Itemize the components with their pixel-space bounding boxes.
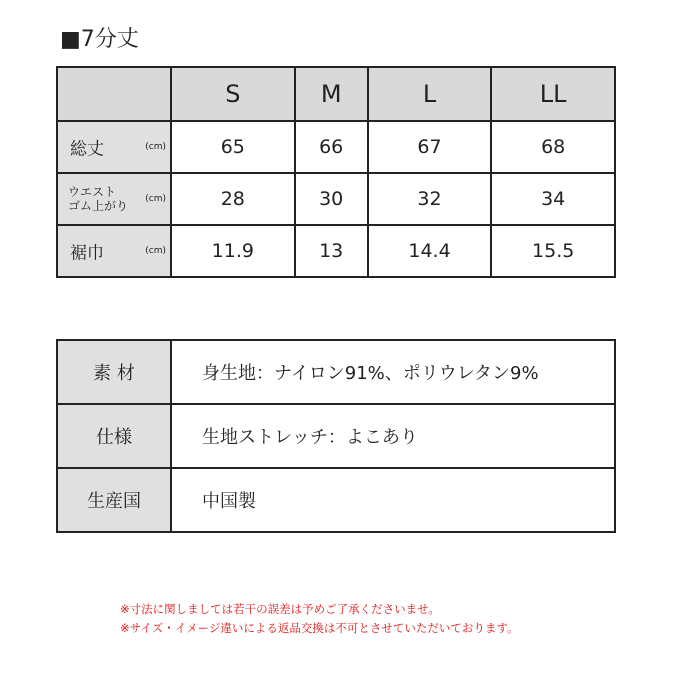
- size-value: 66: [295, 121, 368, 173]
- table-row: [57, 340, 615, 404]
- spec-key-material: 素 材: [57, 340, 171, 404]
- size-header-ll: LL: [491, 67, 615, 121]
- page-title: ■7分丈: [60, 27, 139, 52]
- row-label-cell: [57, 121, 171, 173]
- row-label-line1: ウエスト: [68, 185, 117, 199]
- size-value: 34: [491, 173, 615, 225]
- table-row: [57, 173, 615, 225]
- spec-key-spec: 仕様: [57, 404, 171, 468]
- table-row: [57, 225, 615, 277]
- size-value: 30: [295, 173, 368, 225]
- notes: [120, 600, 518, 638]
- spec-table: [56, 339, 616, 533]
- row-label: 総丈: [70, 139, 104, 160]
- size-value: 15.5: [491, 225, 615, 277]
- row-unit: (cm): [145, 194, 166, 204]
- row-label-line2: ゴム上がり: [68, 199, 129, 213]
- size-table: [56, 66, 616, 278]
- spec-value-material: 身生地：ナイロン91%、ポリウレタン9%: [171, 340, 615, 404]
- table-row: [57, 121, 615, 173]
- row-label-cell: [57, 225, 171, 277]
- spec-value-spec: 生地ストレッチ：よこあり: [171, 404, 615, 468]
- size-header-s: S: [171, 67, 295, 121]
- header-empty-cell: [57, 67, 171, 121]
- size-value: 67: [368, 121, 492, 173]
- table-row: [57, 468, 615, 532]
- size-value: 14.4: [368, 225, 492, 277]
- size-header-m: M: [295, 67, 368, 121]
- row-unit: (cm): [145, 246, 166, 256]
- size-value: 28: [171, 173, 295, 225]
- size-header-row: [57, 67, 615, 121]
- row-label: [68, 185, 128, 213]
- spec-value-origin: 中国製: [171, 468, 615, 532]
- note-line: ※サイズ・イメージ違いによる返品交換は不可とさせていただいております。: [120, 621, 519, 635]
- spec-key-origin: 生産国: [57, 468, 171, 532]
- size-value: 68: [491, 121, 615, 173]
- size-value: 65: [171, 121, 295, 173]
- row-label: 裾巾: [70, 243, 104, 264]
- row-unit: (cm): [145, 142, 166, 152]
- size-value: 13: [295, 225, 368, 277]
- size-header-l: L: [368, 67, 492, 121]
- row-label-cell: [57, 173, 171, 225]
- size-value: 11.9: [171, 225, 295, 277]
- table-row: [57, 404, 615, 468]
- size-value: 32: [368, 173, 492, 225]
- note-line: ※寸法に関しましては若干の誤差は予めご了承くださいませ。: [120, 602, 440, 616]
